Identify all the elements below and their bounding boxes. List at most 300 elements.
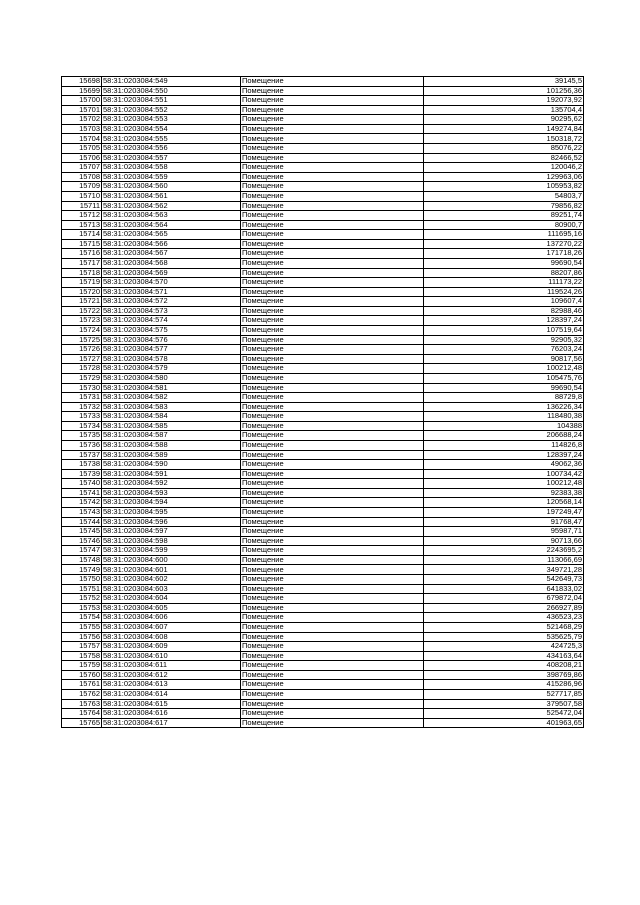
cadastral-value-cell: 349721,28 [424,565,584,575]
cadastral-value-cell: 424725,3 [424,642,584,652]
object-type-cell: Помещение [241,498,424,508]
cadastral-number-cell: 58:31:0203084:549 [102,77,241,87]
table-row [62,364,584,374]
cadastral-number-cell: 58:31:0203084:554 [102,124,241,134]
table-row [62,670,584,680]
table-row [62,105,584,115]
cadastral-value-cell: 119524,26 [424,287,584,297]
row-number-cell: 15758 [62,651,102,661]
cadastral-value-cell: 88729,8 [424,393,584,403]
row-number-cell: 15721 [62,297,102,307]
cadastral-number-cell: 58:31:0203084:560 [102,182,241,192]
table-row [62,77,584,87]
cadastral-value-cell: 136226,34 [424,402,584,412]
cadastral-value-cell: 80900,7 [424,220,584,230]
table-row [62,412,584,422]
row-number-cell: 15717 [62,258,102,268]
table-row [62,96,584,106]
table-row [62,479,584,489]
row-number-cell: 15746 [62,536,102,546]
cadastral-value-cell: 137270,22 [424,239,584,249]
object-type-cell: Помещение [241,364,424,374]
cadastral-value-cell: 542649,73 [424,575,584,585]
cadastral-value-cell: 101256,36 [424,86,584,96]
table-row [62,153,584,163]
table-row [62,469,584,479]
object-type-cell: Помещение [241,670,424,680]
table-row [62,603,584,613]
cadastral-number-cell: 58:31:0203084:585 [102,421,241,431]
object-type-cell: Помещение [241,201,424,211]
row-number-cell: 15711 [62,201,102,211]
row-number-cell: 15759 [62,661,102,671]
cadastral-number-cell: 58:31:0203084:582 [102,393,241,403]
row-number-cell: 15751 [62,584,102,594]
object-type-cell: Помещение [241,718,424,728]
row-number-cell: 15709 [62,182,102,192]
row-number-cell: 15716 [62,249,102,259]
cadastral-value-cell: 521468,29 [424,622,584,632]
row-number-cell: 15736 [62,440,102,450]
row-number-cell: 15727 [62,354,102,364]
cadastral-value-cell: 129963,06 [424,172,584,182]
row-number-cell: 15747 [62,546,102,556]
cadastral-value-cell: 90817,56 [424,354,584,364]
cadastral-value-cell: 99690,54 [424,258,584,268]
table-row [62,268,584,278]
cadastral-number-cell: 58:31:0203084:563 [102,211,241,221]
row-number-cell: 15760 [62,670,102,680]
row-number-cell: 15729 [62,373,102,383]
cadastral-number-cell: 58:31:0203084:570 [102,278,241,288]
row-number-cell: 15765 [62,718,102,728]
cadastral-number-cell: 58:31:0203084:607 [102,622,241,632]
table-row [62,383,584,393]
table-row [62,297,584,307]
table-row [62,373,584,383]
cadastral-number-cell: 58:31:0203084:575 [102,326,241,336]
object-type-cell: Помещение [241,402,424,412]
table-row [62,709,584,719]
cadastral-number-cell: 58:31:0203084:595 [102,508,241,518]
object-type-cell: Помещение [241,383,424,393]
table-row [62,699,584,709]
cadastral-value-cell: 206688,24 [424,431,584,441]
cadastral-number-cell: 58:31:0203084:577 [102,345,241,355]
table-row [62,517,584,527]
table-row [62,565,584,575]
table-row [62,488,584,498]
cadastral-number-cell: 58:31:0203084:615 [102,699,241,709]
object-type-cell: Помещение [241,306,424,316]
table-row [62,642,584,652]
object-type-cell: Помещение [241,565,424,575]
object-type-cell: Помещение [241,460,424,470]
row-number-cell: 15739 [62,469,102,479]
cadastral-value-cell: 408208,21 [424,661,584,671]
table-row [62,508,584,518]
table-row [62,651,584,661]
table-row [62,354,584,364]
table-row [62,144,584,154]
row-number-cell: 15706 [62,153,102,163]
cadastral-value-cell: 49062,36 [424,460,584,470]
row-number-cell: 15713 [62,220,102,230]
cadastral-value-cell: 89251,74 [424,211,584,221]
object-type-cell: Помещение [241,220,424,230]
cadastral-value-cell: 171718,26 [424,249,584,259]
cadastral-number-cell: 58:31:0203084:583 [102,402,241,412]
object-type-cell: Помещение [241,144,424,154]
object-type-cell: Помещение [241,690,424,700]
cadastral-value-cell: 90295,62 [424,115,584,125]
row-number-cell: 15754 [62,613,102,623]
cadastral-number-cell: 58:31:0203084:613 [102,680,241,690]
cadastral-number-cell: 58:31:0203084:553 [102,115,241,125]
cadastral-number-cell: 58:31:0203084:565 [102,230,241,240]
object-type-cell: Помещение [241,335,424,345]
object-type-cell: Помещение [241,96,424,106]
cadastral-value-cell: 436523,23 [424,613,584,623]
table-row [62,182,584,192]
row-number-cell: 15753 [62,603,102,613]
table-row [62,258,584,268]
table-row [62,632,584,642]
cadastral-value-cell: 91768,47 [424,517,584,527]
table-row [62,718,584,728]
cadastral-value-cell: 76203,24 [424,345,584,355]
object-type-cell: Помещение [241,594,424,604]
object-type-cell: Помещение [241,393,424,403]
cadastral-value-cell: 107519,64 [424,326,584,336]
table-row [62,622,584,632]
cadastral-number-cell: 58:31:0203084:604 [102,594,241,604]
cadastral-value-cell: 105475,76 [424,373,584,383]
object-type-cell: Помещение [241,182,424,192]
cadastral-number-cell: 58:31:0203084:587 [102,431,241,441]
object-type-cell: Помещение [241,191,424,201]
cadastral-value-cell: 109607,4 [424,297,584,307]
cadastral-number-cell: 58:31:0203084:562 [102,201,241,211]
row-number-cell: 15741 [62,488,102,498]
cadastral-value-cell: 401963,65 [424,718,584,728]
row-number-cell: 15730 [62,383,102,393]
cadastral-value-cell: 88207,86 [424,268,584,278]
object-type-cell: Помещение [241,431,424,441]
row-number-cell: 15750 [62,575,102,585]
object-type-cell: Помещение [241,239,424,249]
table-row [62,134,584,144]
object-type-cell: Помещение [241,77,424,87]
table-row [62,345,584,355]
row-number-cell: 15755 [62,622,102,632]
table-row [62,86,584,96]
table-row [62,431,584,441]
cadastral-value-cell: 135704,4 [424,105,584,115]
row-number-cell: 15719 [62,278,102,288]
row-number-cell: 15698 [62,77,102,87]
cadastral-value-cell: 118480,38 [424,412,584,422]
object-type-cell: Помещение [241,124,424,134]
row-number-cell: 15700 [62,96,102,106]
row-number-cell: 15745 [62,527,102,537]
table-row [62,460,584,470]
object-type-cell: Помещение [241,517,424,527]
table-row [62,680,584,690]
row-number-cell: 15707 [62,163,102,173]
cadastral-value-cell: 149274,84 [424,124,584,134]
cadastral-value-cell: 82988,46 [424,306,584,316]
table-row [62,536,584,546]
table-row [62,575,584,585]
object-type-cell: Помещение [241,469,424,479]
table-row [62,498,584,508]
table-row [62,172,584,182]
object-type-cell: Помещение [241,680,424,690]
row-number-cell: 15702 [62,115,102,125]
row-number-cell: 15705 [62,144,102,154]
object-type-cell: Помещение [241,709,424,719]
cadastral-number-cell: 58:31:0203084:556 [102,144,241,154]
table-row [62,393,584,403]
row-number-cell: 15748 [62,555,102,565]
cadastral-value-cell: 90713,66 [424,536,584,546]
object-type-cell: Помещение [241,412,424,422]
table-row [62,335,584,345]
cadastral-number-cell: 58:31:0203084:574 [102,316,241,326]
cadastral-number-cell: 58:31:0203084:600 [102,555,241,565]
cadastral-number-cell: 58:31:0203084:590 [102,460,241,470]
row-number-cell: 15742 [62,498,102,508]
table-row [62,287,584,297]
table-row [62,211,584,221]
cadastral-value-cell: 92383,38 [424,488,584,498]
cadastral-number-cell: 58:31:0203084:609 [102,642,241,652]
object-type-cell: Помещение [241,287,424,297]
row-number-cell: 15734 [62,421,102,431]
cadastral-number-cell: 58:31:0203084:557 [102,153,241,163]
table-row [62,584,584,594]
cadastral-value-cell: 111173,22 [424,278,584,288]
row-number-cell: 15725 [62,335,102,345]
row-number-cell: 15726 [62,345,102,355]
table-row [62,278,584,288]
cadastral-value-cell: 120568,14 [424,498,584,508]
object-type-cell: Помещение [241,268,424,278]
object-type-cell: Помещение [241,546,424,556]
cadastral-value-cell: 79856,82 [424,201,584,211]
table-row [62,555,584,565]
table-row [62,546,584,556]
cadastral-value-cell: 192073,92 [424,96,584,106]
cadastral-number-cell: 58:31:0203084:592 [102,479,241,489]
cadastral-number-cell: 58:31:0203084:551 [102,96,241,106]
table-row [62,124,584,134]
cadastral-number-cell: 58:31:0203084:614 [102,690,241,700]
cadastral-number-cell: 58:31:0203084:601 [102,565,241,575]
row-number-cell: 15743 [62,508,102,518]
cadastral-number-cell: 58:31:0203084:579 [102,364,241,374]
table-row [62,690,584,700]
row-number-cell: 15722 [62,306,102,316]
row-number-cell: 15718 [62,268,102,278]
row-number-cell: 15724 [62,326,102,336]
cadastral-number-cell: 58:31:0203084:559 [102,172,241,182]
cadastral-number-cell: 58:31:0203084:591 [102,469,241,479]
cadastral-number-cell: 58:31:0203084:594 [102,498,241,508]
object-type-cell: Помещение [241,450,424,460]
cadastral-value-cell: 641833,02 [424,584,584,594]
row-number-cell: 15701 [62,105,102,115]
cadastral-number-cell: 58:31:0203084:581 [102,383,241,393]
cadastral-value-cell: 85076,22 [424,144,584,154]
object-type-cell: Помещение [241,163,424,173]
object-type-cell: Помещение [241,603,424,613]
cadastral-value-cell: 527717,85 [424,690,584,700]
object-type-cell: Помещение [241,575,424,585]
table-body [62,77,584,728]
object-type-cell: Помещение [241,440,424,450]
row-number-cell: 15763 [62,699,102,709]
object-type-cell: Помещение [241,134,424,144]
object-type-cell: Помещение [241,642,424,652]
cadastral-number-cell: 58:31:0203084:602 [102,575,241,585]
object-type-cell: Помещение [241,622,424,632]
cadastral-value-cell: 54803,7 [424,191,584,201]
row-number-cell: 15720 [62,287,102,297]
cadastral-number-cell: 58:31:0203084:567 [102,249,241,259]
cadastral-number-cell: 58:31:0203084:597 [102,527,241,537]
cadastral-number-cell: 58:31:0203084:606 [102,613,241,623]
row-number-cell: 15738 [62,460,102,470]
table-row [62,316,584,326]
row-number-cell: 15699 [62,86,102,96]
object-type-cell: Помещение [241,536,424,546]
row-number-cell: 15714 [62,230,102,240]
cadastral-value-cell: 525472,04 [424,709,584,719]
cadastral-number-cell: 58:31:0203084:611 [102,661,241,671]
object-type-cell: Помещение [241,105,424,115]
row-number-cell: 15740 [62,479,102,489]
cadastral-number-cell: 58:31:0203084:578 [102,354,241,364]
table-row [62,661,584,671]
row-number-cell: 15737 [62,450,102,460]
object-type-cell: Помещение [241,632,424,642]
cadastral-number-cell: 58:31:0203084:564 [102,220,241,230]
row-number-cell: 15752 [62,594,102,604]
table-row [62,249,584,259]
table-row [62,594,584,604]
cadastral-number-cell: 58:31:0203084:612 [102,670,241,680]
object-type-cell: Помещение [241,661,424,671]
row-number-cell: 15757 [62,642,102,652]
cadastral-number-cell: 58:31:0203084:569 [102,268,241,278]
cadastral-number-cell: 58:31:0203084:558 [102,163,241,173]
row-number-cell: 15749 [62,565,102,575]
cadastral-value-cell: 120046,2 [424,163,584,173]
object-type-cell: Помещение [241,354,424,364]
row-number-cell: 15708 [62,172,102,182]
cadastral-value-table [61,76,584,728]
table-row [62,201,584,211]
cadastral-number-cell: 58:31:0203084:608 [102,632,241,642]
object-type-cell: Помещение [241,297,424,307]
table-row [62,421,584,431]
object-type-cell: Помещение [241,651,424,661]
row-number-cell: 15728 [62,364,102,374]
object-type-cell: Помещение [241,153,424,163]
cadastral-value-cell: 114826,8 [424,440,584,450]
object-type-cell: Помещение [241,345,424,355]
cadastral-number-cell: 58:31:0203084:596 [102,517,241,527]
cadastral-value-cell: 197249,47 [424,508,584,518]
cadastral-value-cell: 111695,16 [424,230,584,240]
table-row [62,239,584,249]
cadastral-value-cell: 104388 [424,421,584,431]
object-type-cell: Помещение [241,613,424,623]
cadastral-number-cell: 58:31:0203084:550 [102,86,241,96]
table-row [62,402,584,412]
cadastral-number-cell: 58:31:0203084:566 [102,239,241,249]
table-row [62,440,584,450]
row-number-cell: 15764 [62,709,102,719]
object-type-cell: Помещение [241,211,424,221]
cadastral-value-cell: 398769,86 [424,670,584,680]
object-type-cell: Помещение [241,258,424,268]
object-type-cell: Помещение [241,584,424,594]
object-type-cell: Помещение [241,479,424,489]
cadastral-number-cell: 58:31:0203084:552 [102,105,241,115]
cadastral-value-cell: 105953,82 [424,182,584,192]
cadastral-number-cell: 58:31:0203084:580 [102,373,241,383]
cadastral-number-cell: 58:31:0203084:603 [102,584,241,594]
row-number-cell: 15762 [62,690,102,700]
row-number-cell: 15761 [62,680,102,690]
cadastral-value-cell: 92905,32 [424,335,584,345]
cadastral-value-cell: 99690,54 [424,383,584,393]
cadastral-value-cell: 39145,5 [424,77,584,87]
cadastral-value-cell: 113066,69 [424,555,584,565]
row-number-cell: 15704 [62,134,102,144]
document-page [61,76,582,728]
row-number-cell: 15756 [62,632,102,642]
object-type-cell: Помещение [241,421,424,431]
cadastral-value-cell: 434163,64 [424,651,584,661]
row-number-cell: 15710 [62,191,102,201]
object-type-cell: Помещение [241,373,424,383]
table-row [62,220,584,230]
cadastral-number-cell: 58:31:0203084:584 [102,412,241,422]
row-number-cell: 15731 [62,393,102,403]
object-type-cell: Помещение [241,326,424,336]
row-number-cell: 15732 [62,402,102,412]
table-row [62,306,584,316]
cadastral-value-cell: 415286,96 [424,680,584,690]
cadastral-number-cell: 58:31:0203084:599 [102,546,241,556]
cadastral-number-cell: 58:31:0203084:555 [102,134,241,144]
row-number-cell: 15703 [62,124,102,134]
cadastral-number-cell: 58:31:0203084:576 [102,335,241,345]
cadastral-value-cell: 128397,24 [424,316,584,326]
cadastral-value-cell: 100212,48 [424,479,584,489]
row-number-cell: 15733 [62,412,102,422]
cadastral-number-cell: 58:31:0203084:598 [102,536,241,546]
table-row [62,450,584,460]
cadastral-value-cell: 266927,89 [424,603,584,613]
row-number-cell: 15744 [62,517,102,527]
cadastral-number-cell: 58:31:0203084:588 [102,440,241,450]
cadastral-number-cell: 58:31:0203084:572 [102,297,241,307]
